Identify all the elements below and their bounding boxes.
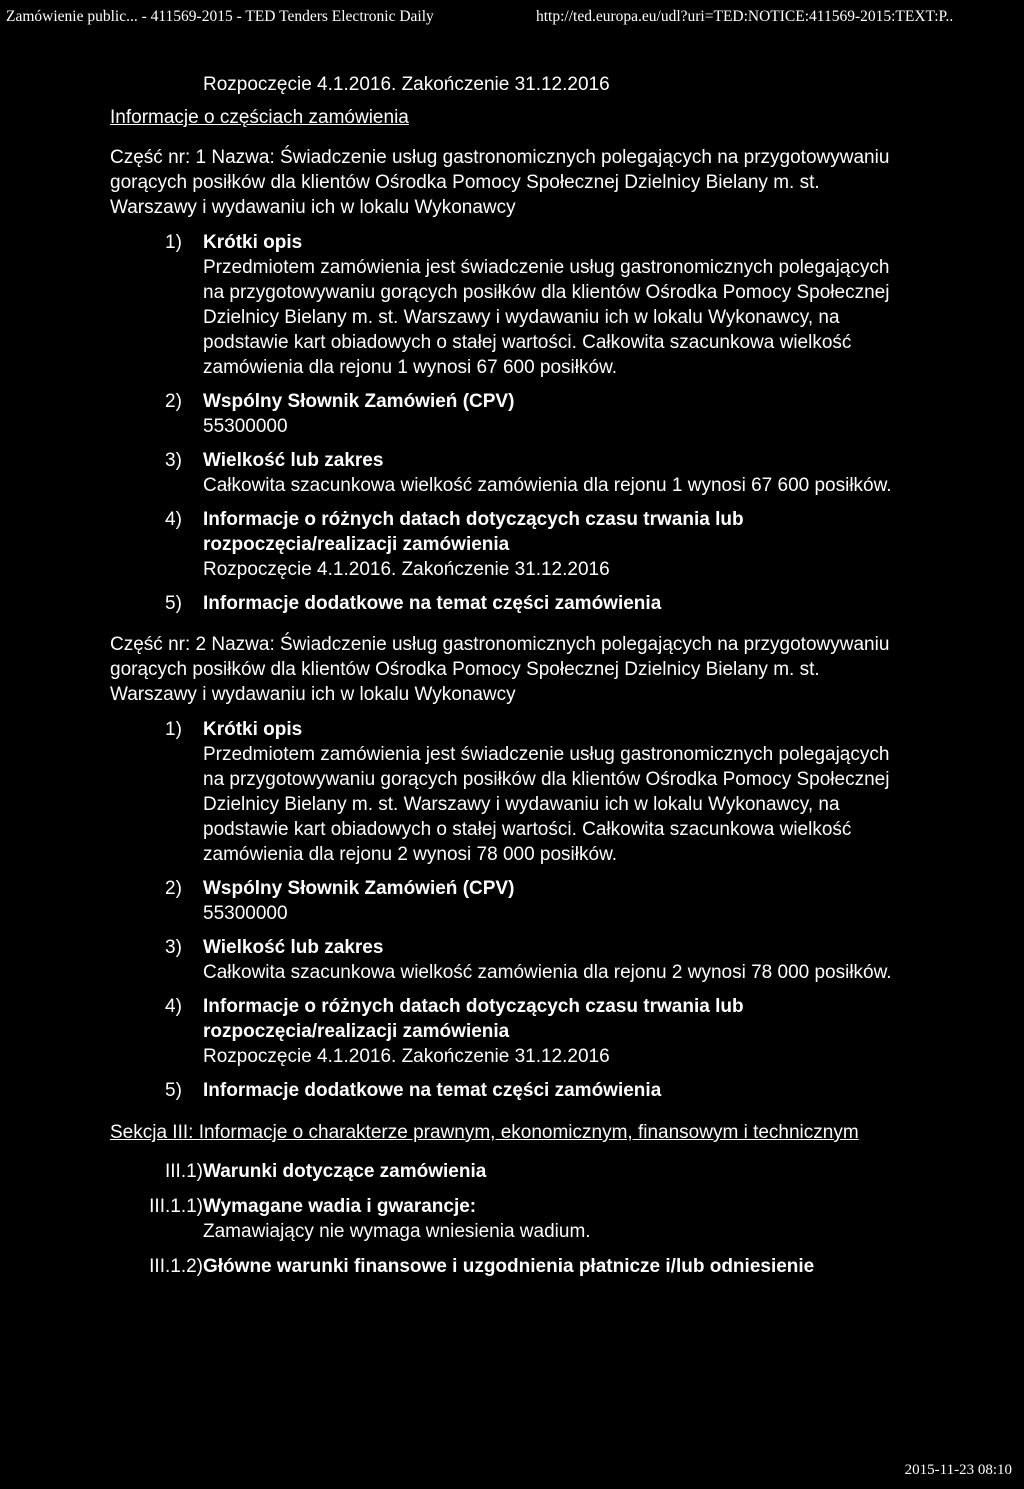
- item-text: Przedmiotem zamówienia jest świadczenie usług gastronomicznych polegających na przygotowywaniu gorących posiłków dla klientów Ośrodka Pomocy Społecznej Dzielnicy Bielany m. st. Warszawy i wydawaniu ich w lokalu Wykonawcy, na podstawie kart obiadowych o stałej wartości. Całkowita szacunkowa wielkość zamówienia dla rejonu 1 wynosi 67 600 posiłków.: [203, 257, 890, 378]
- part-item: [110, 717, 910, 867]
- part-item: [110, 507, 910, 582]
- item-number: 5): [165, 1080, 182, 1101]
- section3-items: [110, 1159, 910, 1279]
- item-title: Informacje o różnych datach dotyczących czasu trwania lub rozpoczęcia/realizacji zamówienia: [203, 509, 744, 555]
- part-block: [110, 145, 910, 616]
- section3-item: [110, 1254, 910, 1279]
- item-number: 1): [165, 719, 182, 740]
- item-title: Warunki dotyczące zamówienia: [203, 1161, 487, 1182]
- item-title: Krótki opis: [203, 232, 303, 253]
- part-item: [110, 389, 910, 439]
- item-text: Całkowita szacunkowa wielkość zamówienia dla rejonu 1 wynosi 67 600 posiłków.: [203, 475, 892, 496]
- item-text: Zamawiający nie wymaga wniesienia wadium.: [203, 1221, 591, 1242]
- item-number: 4): [165, 996, 182, 1017]
- part-item: [110, 876, 910, 926]
- item-title: Wielkość lub zakres: [203, 937, 384, 958]
- item-number: 4): [165, 509, 182, 530]
- part-item: [110, 230, 910, 380]
- item-number: III.1.1): [149, 1196, 203, 1217]
- parts-container: [110, 145, 910, 1103]
- item-title: Informacje dodatkowe na temat części zamówienia: [203, 593, 662, 614]
- section3-item: [110, 1159, 910, 1184]
- item-number: 2): [165, 391, 182, 412]
- top-dates-text: Rozpoczęcie 4.1.2016. Zakończenie 31.12.2016: [203, 74, 610, 95]
- page-url[interactable]: http://ted.europa.eu/udl?uri=TED:NOTICE:411569-2015:TEXT:P..: [536, 8, 954, 25]
- item-title: Wspólny Słownik Zamówień (CPV): [203, 391, 515, 412]
- item-title: Informacje o różnych datach dotyczących czasu trwania lub rozpoczęcia/realizacji zamówienia: [203, 996, 744, 1042]
- part-title: Część nr: 2 Nazwa: Świadczenie usług gastronomicznych polegających na przygotowywaniu gorących posiłków dla klientów Ośrodka Pomocy Społecznej Dzielnicy Bielany m. st. Warszawy i wydawaniu ich w lokalu Wykonawcy: [110, 634, 890, 705]
- section3-heading-link[interactable]: Sekcja III: Informacje o charakterze prawnym, ekonomicznym, finansowym i technicznym: [110, 1122, 859, 1143]
- item-number: 5): [165, 593, 182, 614]
- browser-print-header: [6, 8, 1014, 30]
- parts-heading-link[interactable]: Informacje o częściach zamówienia: [110, 107, 409, 128]
- item-number: III.1): [164, 1161, 203, 1182]
- print-timestamp: 2015-11-23 08:10: [904, 1462, 1012, 1478]
- item-title: Wymagane wadia i gwarancje:: [203, 1196, 477, 1217]
- part-block: [110, 632, 910, 1103]
- item-text: Rozpoczęcie 4.1.2016. Zakończenie 31.12.2016: [203, 559, 610, 580]
- part-item: [110, 591, 910, 616]
- item-text: Rozpoczęcie 4.1.2016. Zakończenie 31.12.2016: [203, 1046, 610, 1067]
- item-title: Krótki opis: [203, 719, 303, 740]
- item-title: Wspólny Słownik Zamówień (CPV): [203, 878, 515, 899]
- notice-content: [110, 72, 910, 1289]
- item-text: Przedmiotem zamówienia jest świadczenie usług gastronomicznych polegających na przygotowywaniu gorących posiłków dla klientów Ośrodka Pomocy Społecznej Dzielnicy Bielany m. st. Warszawy i wydawaniu ich w lokalu Wykonawcy, na podstawie kart obiadowych o stałej wartości. Całkowita szacunkowa wielkość zamówienia dla rejonu 2 wynosi 78 000 posiłków.: [203, 744, 890, 865]
- part-item: [110, 1078, 910, 1103]
- item-text: 55300000: [203, 903, 288, 924]
- item-number: III.1.2): [149, 1256, 203, 1277]
- item-title: Wielkość lub zakres: [203, 450, 384, 471]
- part-title: Część nr: 1 Nazwa: Świadczenie usług gastronomicznych polegających na przygotowywaniu gorących posiłków dla klientów Ośrodka Pomocy Społecznej Dzielnicy Bielany m. st. Warszawy i wydawaniu ich w lokalu Wykonawcy: [110, 147, 890, 218]
- item-title: Informacje dodatkowe na temat części zamówienia: [203, 1080, 662, 1101]
- item-text: Całkowita szacunkowa wielkość zamówienia dla rejonu 2 wynosi 78 000 posiłków.: [203, 962, 892, 983]
- item-text: 55300000: [203, 416, 288, 437]
- page-title: Zamówienie public... - 411569-2015 - TED Tenders Electronic Daily: [6, 8, 434, 25]
- section3-item: [110, 1194, 910, 1244]
- item-title: Główne warunki finansowe i uzgodnienia płatnicze i/lub odniesienie: [203, 1256, 815, 1277]
- item-number: 1): [165, 232, 182, 253]
- item-number: 2): [165, 878, 182, 899]
- item-number: 3): [165, 937, 182, 958]
- item-number: 3): [165, 450, 182, 471]
- part-item: [110, 994, 910, 1069]
- part-item: [110, 935, 910, 985]
- part-item: [110, 448, 910, 498]
